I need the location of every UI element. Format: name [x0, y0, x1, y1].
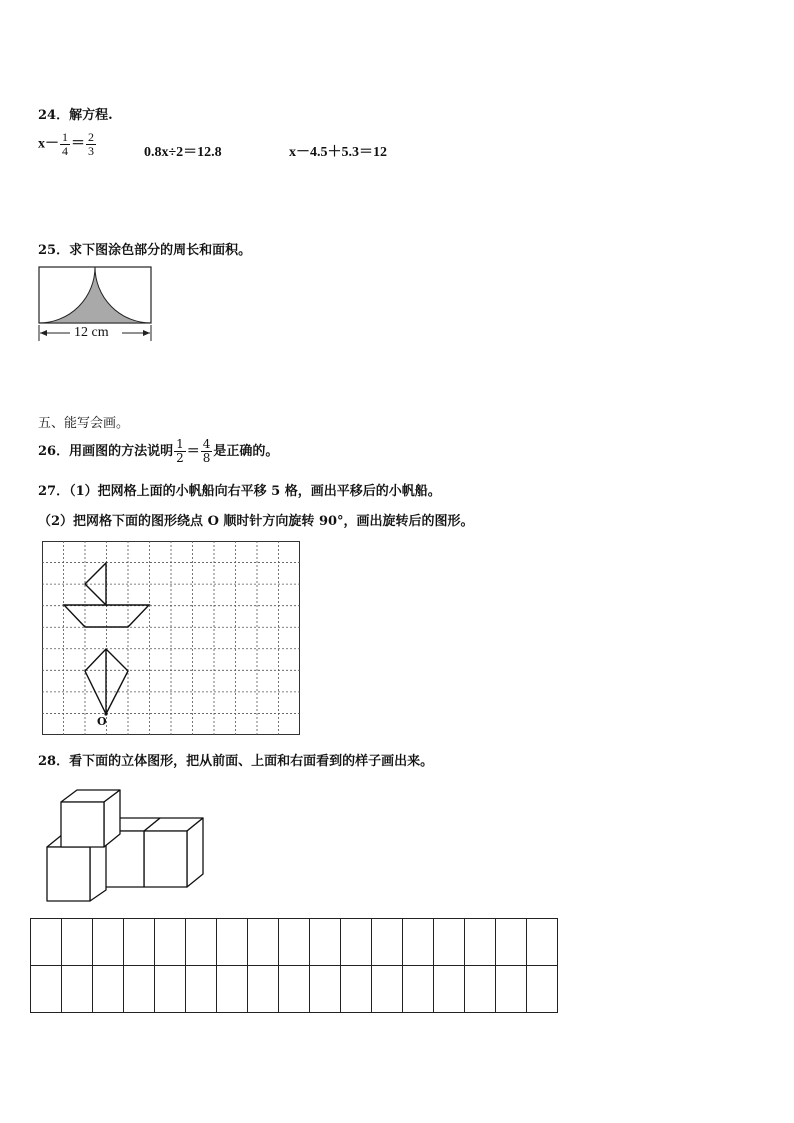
answer-grid-row — [31, 919, 558, 966]
q27-part-1: 27．（1）把网格上面的小帆船向右平移 5 格，画出平移后的小帆船。 — [38, 484, 441, 499]
answer-grid-row — [31, 966, 558, 1013]
answer-grid-cell[interactable] — [403, 966, 434, 1013]
cube-top-front — [61, 802, 104, 847]
answer-grid-cell[interactable] — [403, 919, 434, 966]
answer-grid-cell[interactable] — [527, 919, 558, 966]
answer-grid-cell[interactable] — [124, 966, 155, 1013]
answer-grid-cell[interactable] — [248, 919, 279, 966]
answer-grid-cell[interactable] — [434, 919, 465, 966]
point-o-label: O — [97, 715, 107, 728]
cube-right-side — [187, 818, 203, 887]
answer-grid-cell[interactable] — [155, 966, 186, 1013]
q26-fraction-1: $\frac{1}{2}$ — [176, 437, 184, 465]
section-5-title: 五、能写会画。 — [38, 416, 130, 431]
answer-grid-cell[interactable] — [341, 919, 372, 966]
q28-title: 28．看下面的立体图形，把从前面、上面和右面看到的样子画出来。 — [38, 754, 434, 769]
answer-grid-cell[interactable] — [93, 919, 124, 966]
answer-grid-cell[interactable] — [279, 966, 310, 1013]
answer-grid-cell[interactable] — [124, 919, 155, 966]
q24-equation-2: 0.8x÷2＝12.8 — [144, 145, 222, 160]
answer-grid-cell[interactable] — [372, 919, 403, 966]
answer-grid-cell[interactable] — [310, 919, 341, 966]
answer-grid-cell[interactable] — [93, 966, 124, 1013]
q26-pre: 26．用画图的方法说明 — [38, 444, 174, 459]
answer-grid-cell[interactable] — [217, 966, 248, 1013]
q26-equals: ＝ — [186, 444, 200, 459]
answer-grid-cell[interactable] — [372, 966, 403, 1013]
q24-title: 24．解方程. — [38, 108, 113, 123]
q26-line — [38, 438, 278, 465]
q28-cube-solid — [44, 788, 209, 904]
answer-grid-cell[interactable] — [341, 966, 372, 1013]
answer-grid-cell[interactable] — [527, 966, 558, 1013]
q25-title: 25．求下图涂色部分的周长和面积。 — [38, 243, 252, 258]
arrow-right-icon — [143, 330, 150, 336]
cube-right-front — [144, 831, 187, 887]
answer-grid-cell[interactable] — [186, 919, 217, 966]
sailboat-hull — [64, 605, 149, 627]
answer-grid-cell[interactable] — [31, 966, 62, 1013]
cube-lower-front — [47, 847, 90, 901]
eq1-pre: x－ — [38, 136, 59, 152]
answer-grid-cell[interactable] — [310, 966, 341, 1013]
answer-grid-cell[interactable] — [248, 966, 279, 1013]
q26-fraction-2: $\frac{4}{8}$ — [202, 437, 211, 465]
answer-grid-cell[interactable] — [31, 919, 62, 966]
answer-grid-cell[interactable] — [496, 966, 527, 1013]
q26-post: 是正确的。 — [213, 444, 279, 459]
answer-grid-cell[interactable] — [217, 919, 248, 966]
eq1-equals: ＝ — [71, 136, 85, 152]
q25-dimension-label: 12 cm — [74, 325, 109, 340]
answer-grid-cell[interactable] — [434, 966, 465, 1013]
q28-answer-grid[interactable] — [30, 918, 558, 1013]
answer-grid-cell[interactable] — [62, 919, 93, 966]
q24-equation-1 — [38, 131, 97, 158]
answer-grid-cell[interactable] — [279, 919, 310, 966]
kite-figure — [85, 649, 128, 714]
eq1-fraction-2: $\frac{2}{3}$ — [88, 130, 94, 158]
answer-grid-cell[interactable] — [62, 966, 93, 1013]
shaded-region — [39, 267, 151, 323]
answer-grid-cell[interactable] — [186, 966, 217, 1013]
eq1-fraction-1: $\frac{1}{4}$ — [62, 130, 68, 158]
answer-grid-cell[interactable] — [465, 966, 496, 1013]
answer-grid-cell[interactable] — [465, 919, 496, 966]
q24-equation-3: x－4.5＋5.3＝12 — [289, 145, 387, 160]
answer-grid-cell[interactable] — [155, 919, 186, 966]
q27-part-2: （2）把网格下面的图形绕点 O 顺时针方向旋转 90°，画出旋转后的图形。 — [38, 514, 474, 529]
answer-grid-cell[interactable] — [496, 919, 527, 966]
q27-grid[interactable] — [42, 541, 300, 735]
arrow-left-icon — [40, 330, 47, 336]
